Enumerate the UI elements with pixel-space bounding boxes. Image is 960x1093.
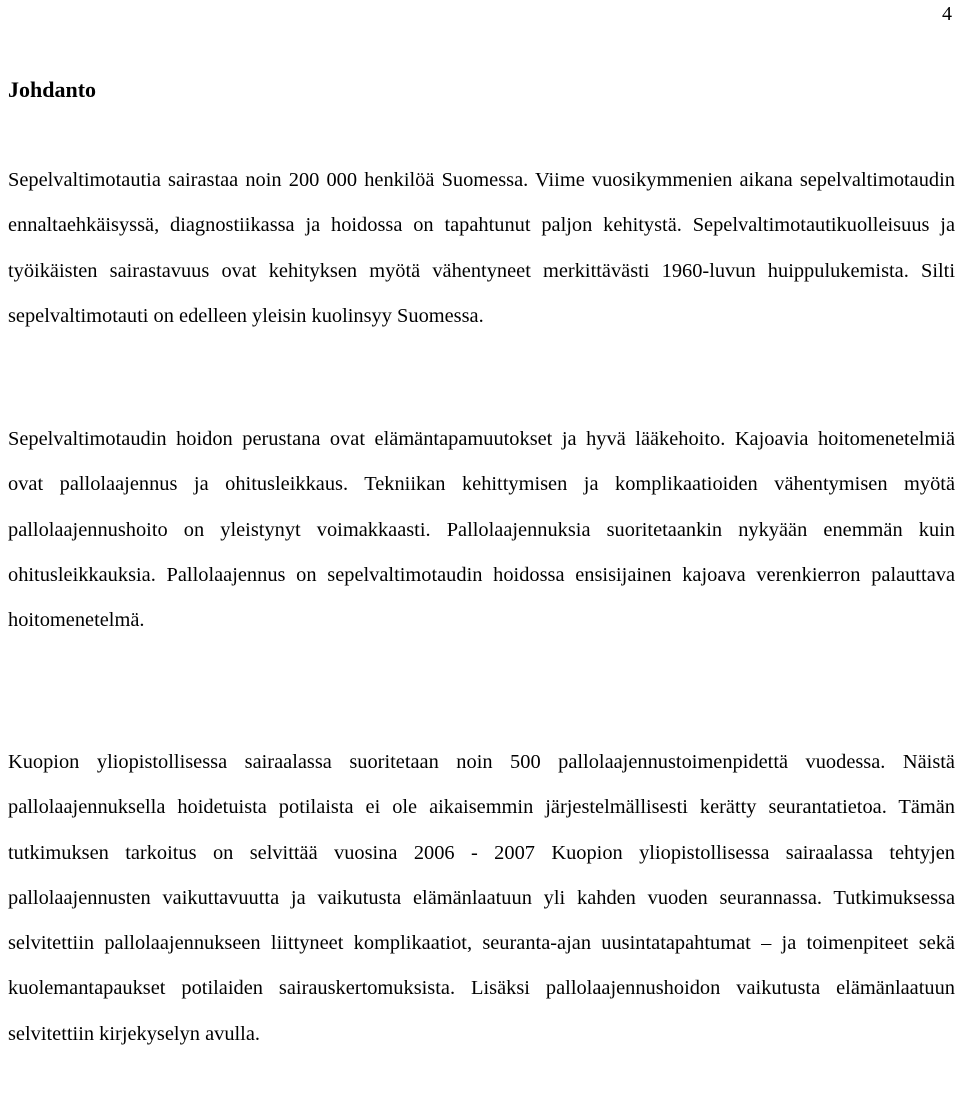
section-heading: Johdanto [8,77,97,102]
page-number: 4 [942,3,952,25]
paragraph: Kuopion yliopistollisessa sairaalassa suoritetaan noin 500 pallolaajennustoimenpidettä vuodessa. Näistä pallolaajennuksella hoidetuista potilaista ei ole aikaisemmin järjestelmällisesti kerätty seurantatietoa. Tämän tutkimuksen tarkoitus on selvittää vuosina 2006 - 2007 Kuopion yliopistollisessa sairaalassa tehtyjen pallolaajennusten vaikuttavuutta ja vaikutusta elämänlaatuun yli kahden vuoden seurannassa. Tutkimuksessa selvitettiin pallolaajennukseen liittyneet komplikaatiot, seuranta-ajan uusintatapahtumat – ja toimenpiteet sekä kuolemantapaukset potilaiden sairauskertomuksista. Lisäksi pallolaajennushoidon vaikutusta elämänlaatuun selvitettiin kirjekyselyn avulla. [8,751,955,1045]
paragraph: Sepelvaltimotautia sairastaa noin 200 000 henkilöä Suomessa. Viime vuosikymmenien aikana sepelvaltimotaudin ennaltaehkäisyssä, diagnostiikassa ja hoidossa on tapahtunut paljon kehitystä. Sepelvaltimotautikuolleisuus ja työikäisten sairastavuus ovat kehityksen myötä vähentyneet merkittävästi 1960-luvun huippulukemista. Silti sepelvaltimotauti on edelleen yleisin kuolinsyy Suomessa. [8,169,955,327]
paragraph-block-3 [8,740,955,1057]
paragraph-block-1 [8,158,955,339]
paragraph: Sepelvaltimotaudin hoidon perustana ovat elämäntapamuutokset ja hyvä lääkehoito. Kajoavia hoitomenetelmiä ovat pallolaajennus ja ohitusleikkaus. Tekniikan kehittymisen ja komplikaatioiden vähentymisen myötä pallolaajennushoito on yleistynyt voimakkaasti. Pallolaajennuksia suoritetaankin nykyään enemmän kuin ohitusleikkauksia. Pallolaajennus on sepelvaltimotaudin hoidossa ensisijainen kajoava verenkierron palauttava hoitomenetelmä. [8,428,955,632]
paragraph-block-2 [8,417,955,643]
